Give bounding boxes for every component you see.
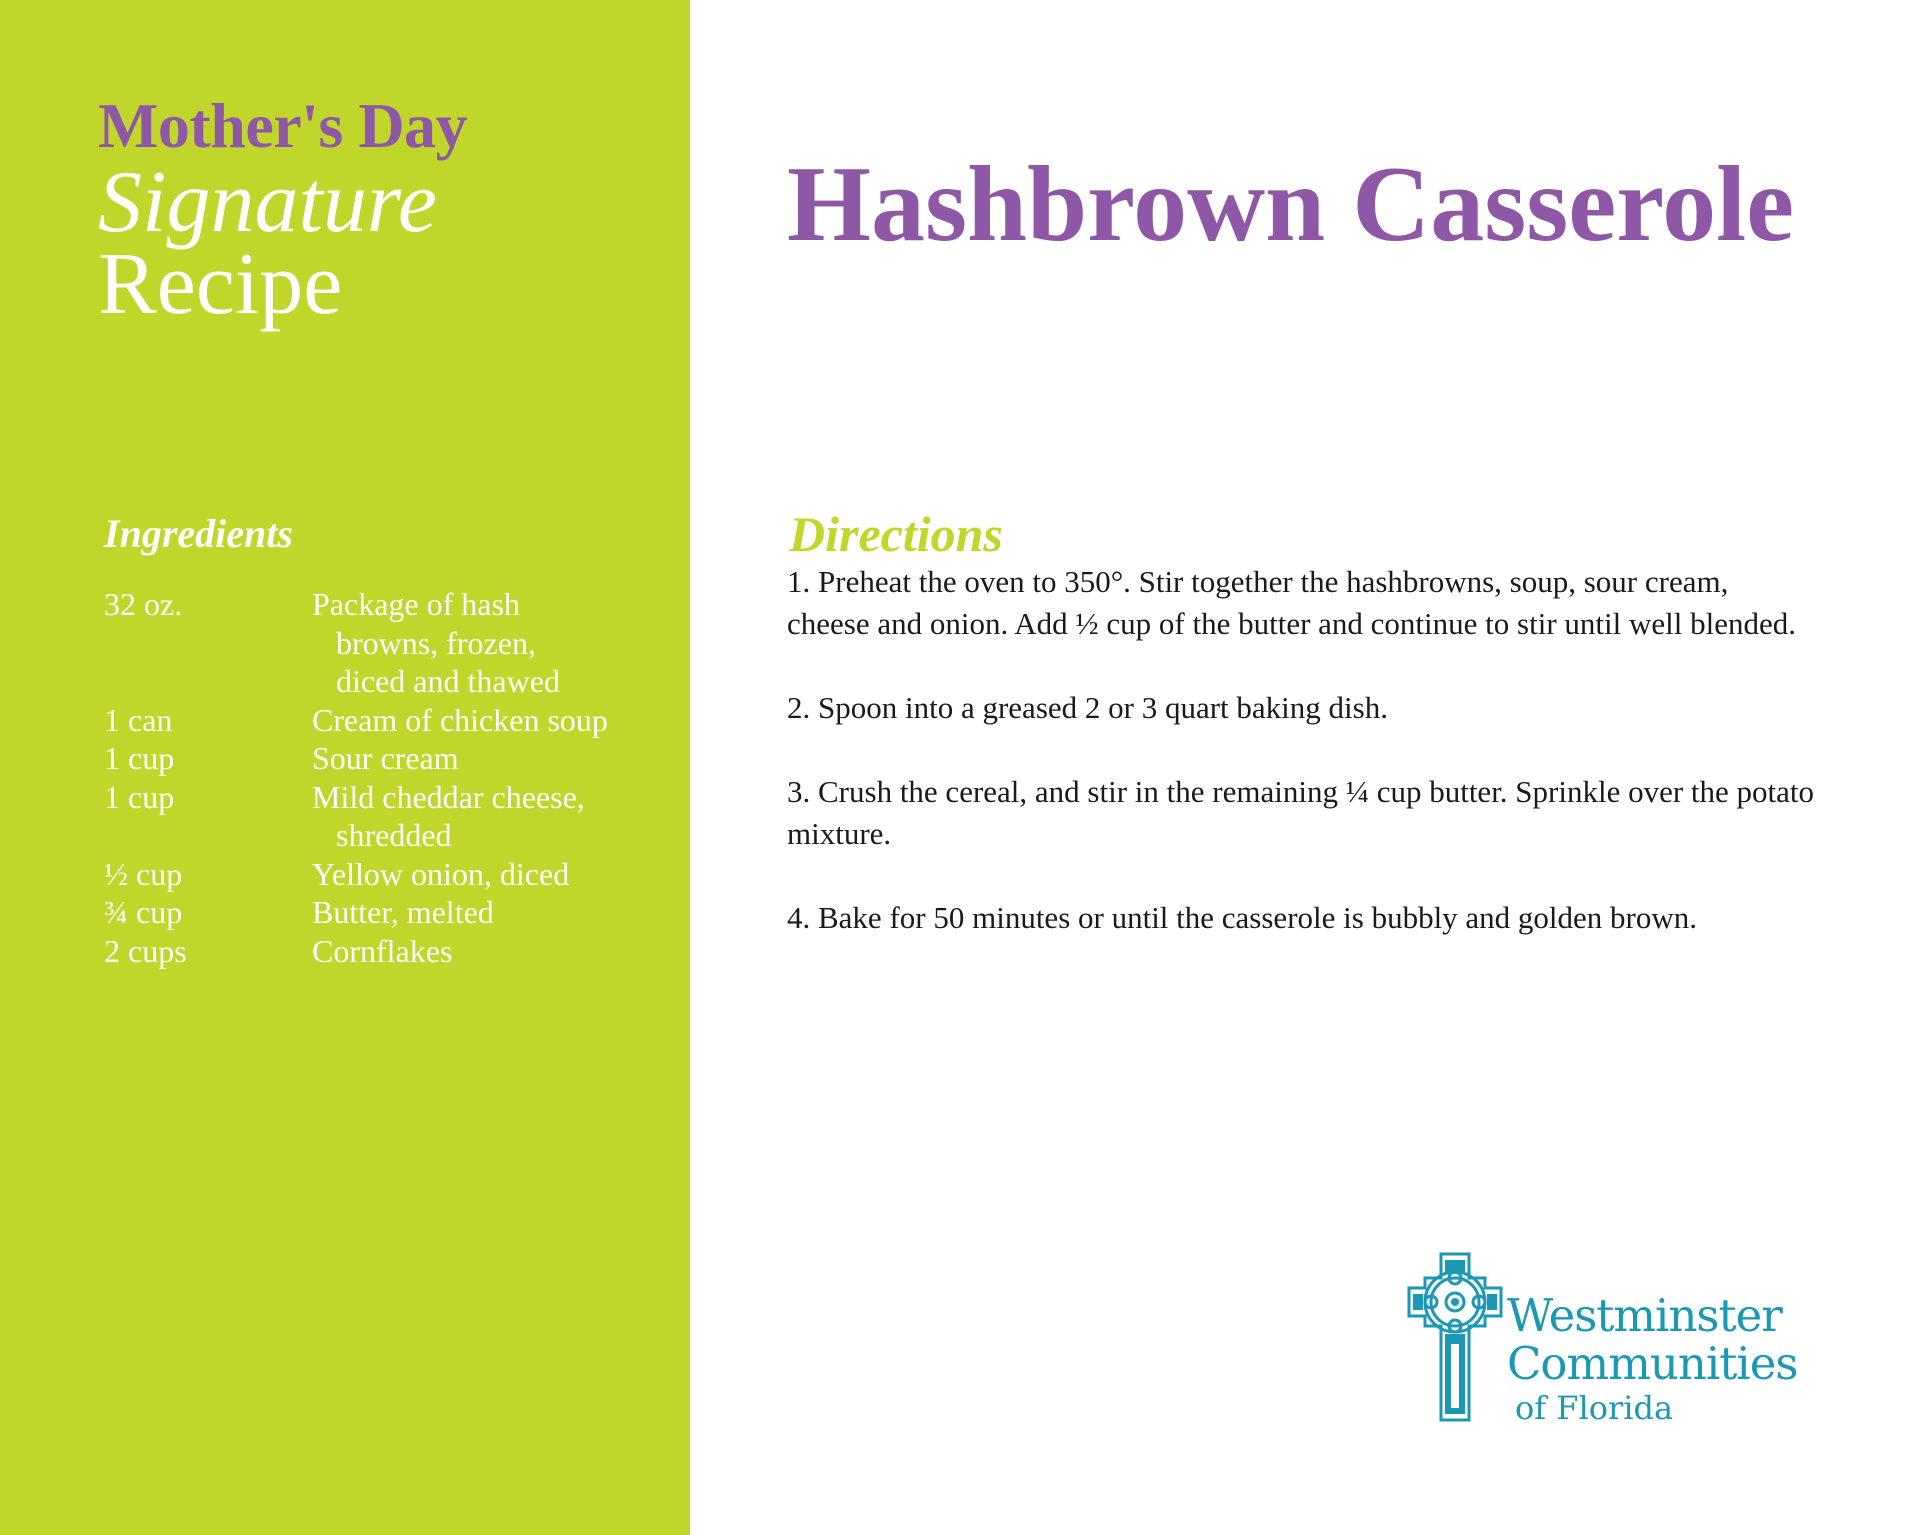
direction-step-1: 1. Preheat the oven to 350°. Stir together the hashbrowns, soup, sour cream, cheese and onion. Add ½ cup of the butter and continue to stir until well blended. [787,564,1796,641]
recipe-card-header [98,90,658,333]
directions-heading: Directions [789,506,1003,562]
ingredient-line: Mild cheddar cheese, [312,778,585,815]
ingredient-quantity: 1 can [104,701,173,738]
logo-wordmark [1507,1289,1798,1428]
ingredient-name [312,739,664,778]
ingredient-name [312,585,664,701]
ingredient-quantity: 1 cup [104,740,175,776]
logo-westminster: Westminster [1507,1289,1782,1342]
recipe-title: Hashbrown Casserole [787,145,1795,264]
ingredients-list [104,585,664,970]
ingredient-name [312,932,664,971]
ingredient-line: Cream of chicken soup [312,701,608,738]
ingredient-line: Sour cream [312,740,459,776]
ingredient-quantity: ½ cup [104,855,183,892]
ingredient-line: Package of hash [312,586,520,622]
logo-communities: Communities [1507,1337,1798,1390]
ingredient-line: diced and thawed [336,663,560,699]
ingredient-line: Cornflakes [312,932,453,969]
ingredient-line: Yellow onion, diced [312,855,570,892]
header-signature: Signature [98,154,437,251]
westminster-logo [1405,1252,1825,1432]
direction-step-3: 3. Crush the cereal, and stir in the remaining ¼ cup butter. Sprinkle over the potato mixture. [787,774,1815,851]
ingredient-line: Butter, melted [312,894,494,930]
ingredient-name [312,855,664,894]
ingredient-name [312,701,664,740]
ingredient-row [104,893,664,932]
ingredient-quantity: 1 cup [104,778,175,815]
ingredient-name [312,893,664,932]
ingredient-quantity: ¾ cup [104,894,183,930]
ingredient-quantity: 32 oz. [104,586,183,622]
ingredient-quantity: 2 cups [104,932,187,969]
ingredient-row [104,701,664,740]
ingredient-row [104,739,664,778]
directions-list [787,561,1817,981]
header-mothers-day: Mother's Day [98,90,468,161]
ingredient-name [312,778,664,855]
ingredients-heading: Ingredients [104,511,293,556]
ingredient-row [104,932,664,971]
ingredient-row [104,778,664,855]
ingredient-row [104,855,664,894]
celtic-cross-icon [1405,1252,1505,1424]
direction-step-2: 2. Spoon into a greased 2 or 3 quart baking dish. [787,690,1388,725]
header-recipe: Recipe [98,236,343,333]
ingredient-line: shredded [336,817,452,853]
ingredient-line: browns, frozen, [336,624,536,661]
ingredient-row [104,585,664,701]
logo-of-florida: of Florida [1515,1389,1674,1427]
left-panel [0,0,690,1535]
direction-step-4: 4. Bake for 50 minutes or until the casserole is bubbly and golden brown. [787,900,1698,935]
